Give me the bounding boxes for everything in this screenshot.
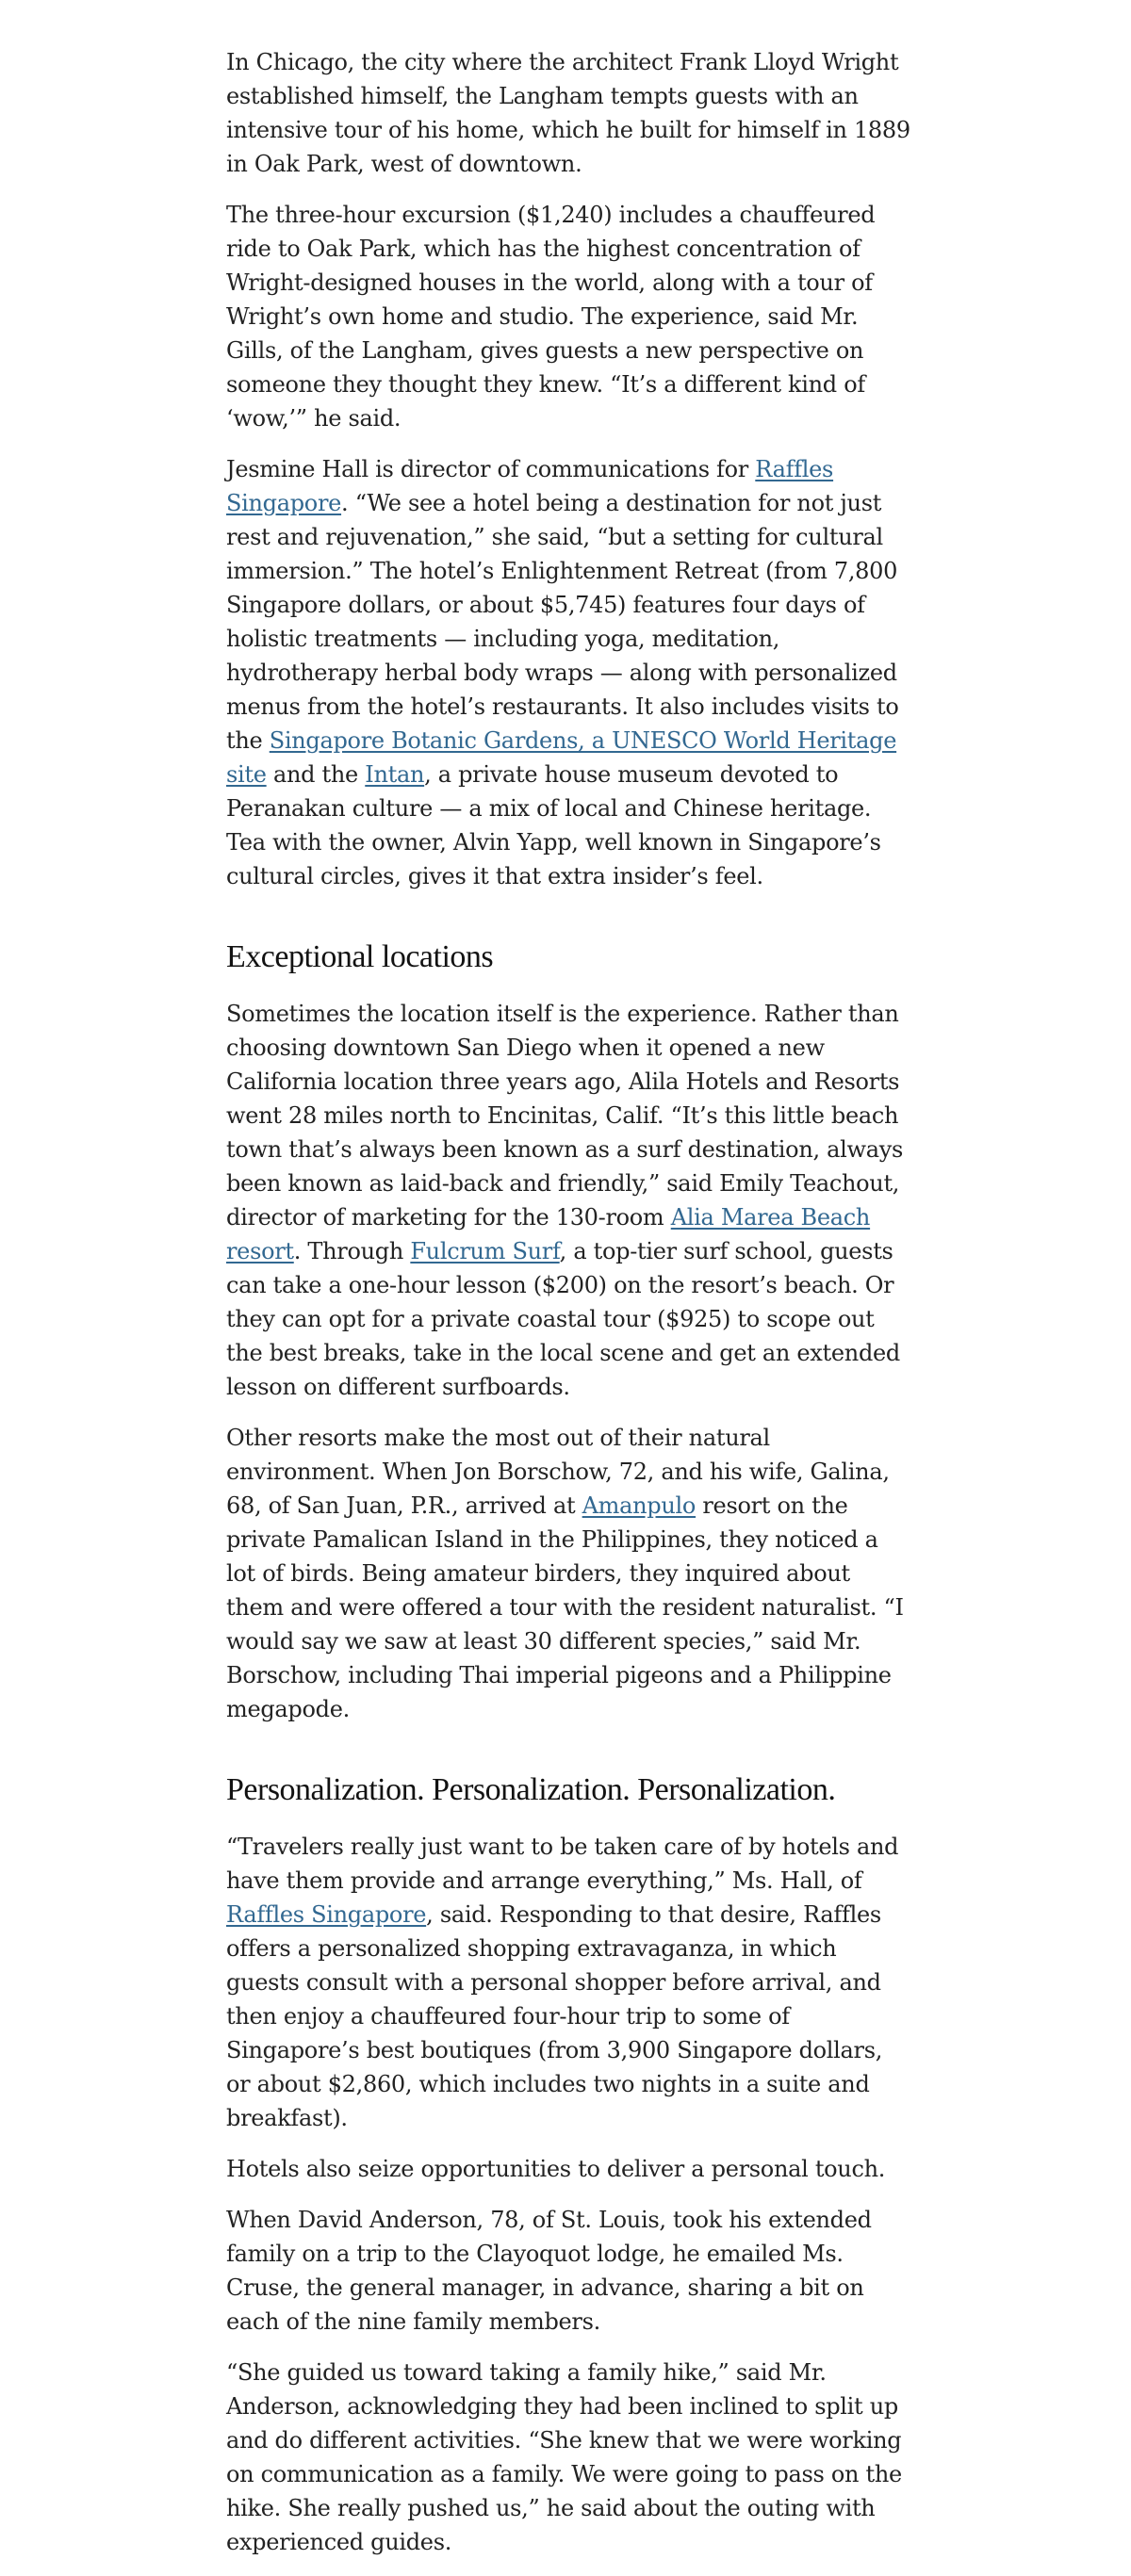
paragraph-amanpulo-birding xyxy=(226,1421,912,1726)
paragraph-oak-park-excursion: The three-hour excursion ($1,240) includes a chauffeured ride to Oak Park, which has the highest concentration of Wright-designed houses in the world, along with a tour of Wright’s own home and studio. The experience, said Mr. Gills, of the Langham, gives guests a new perspective on someone they thought they knew. “It’s a different kind of ‘wow,’” he said. xyxy=(226,202,876,432)
text-segment: . “We see a hotel being a destination for not just rest and rejuvenation,” she said, “but a setting for cultural immersion.” The hotel’s Enlightenment Retreat (from 7,800 Singapore dollars, or about $5,745) features four days of holistic treatments — including yoga, meditation, hydrotherapy herbal body wraps — along with personalized menus from the hotel’s restaurants. It also includes visits to the xyxy=(226,490,899,754)
text-segment: “Travelers really just want to be taken care of by hotels and have them provide and arrange everything,” Ms. Hall, of xyxy=(226,1834,899,1894)
paragraph-anderson-clayoquot: When David Anderson, 78, of St. Louis, took his extended family on a trip to the Clayoquot lodge, he emailed Ms. Cruse, the general manager, in advance, sharing a bit on each of the nine family members. xyxy=(226,2207,872,2335)
paragraph-personal-touch: Hotels also seize opportunities to deliver a personal touch. xyxy=(226,2156,886,2182)
text-segment: Sometimes the location itself is the experience. Rather than choosing downtown San Diego when it opened a new California location three years ago, Alila Hotels and Resorts went 28 miles north to Encinitas, Calif. “It’s this little beach town that’s always been known as a surf destination, always been known as laid-back and friendly,” said Emily Teachout, director of marketing for the 130-room xyxy=(226,1001,904,1231)
paragraph-alila-encinitas xyxy=(226,997,912,1404)
link-fulcrum-surf[interactable]: Fulcrum Surf xyxy=(410,1238,560,1264)
text-segment: resort on the private Pamalican Island in the Philippines, they noticed a lot of birds. Being amateur birders, they inquired about them and were offered a tour with the resident naturalist. “I would say we saw at least 30 different species,” said Mr. Borschow, including Thai imperial pigeons and a Philippine megapode. xyxy=(226,1492,904,1722)
subheading-personalization: Personalization. Personalization. Personalization. xyxy=(226,1772,836,1807)
text-segment: Jesmine Hall is director of communications for xyxy=(226,456,756,482)
link-alia-marea-beach-resort[interactable]: Alia Marea Beach resort xyxy=(226,1204,871,1264)
link-raffles-singapore-2[interactable]: Raffles Singapore xyxy=(226,1901,427,1928)
text-segment: and the xyxy=(266,761,366,788)
link-raffles-singapore[interactable]: Raffles Singapore xyxy=(226,456,834,516)
paragraph-raffles-enlightenment xyxy=(226,452,912,893)
text-segment: . Through xyxy=(293,1238,411,1264)
paragraph-raffles-shopping xyxy=(226,1830,912,2135)
link-intan[interactable]: Intan xyxy=(365,761,425,788)
paragraph-chicago-langham: In Chicago, the city where the architect Frank Lloyd Wright established himself, the Langham tempts guests with an intensive tour of his home, which he built for himself in 1889 in Oak Park, west of downtown. xyxy=(226,49,910,177)
paragraph-family-hike: “She guided us toward taking a family hike,” said Mr. Anderson, acknowledging they had been inclined to split up and do different activities. “She knew that we were working on communication as a family. We were going to pass on the hike. She really pushed us,” he said about the outing with experienced guides. xyxy=(226,2359,902,2555)
text-segment: , said. Responding to that desire, Raffles offers a personalized shopping extravaganza, in which guests consult with a personal shopper before arrival, and then enjoy a chauffeured four-hour trip to some of Singapore’s best boutiques (from 3,900 Singapore dollars, or about $2,860, which includes two nights in a suite and breakfast). xyxy=(226,1901,883,2131)
text-segment: , a private house museum devoted to Peranakan culture — a mix of local and Chinese heritage. Tea with the owner, Alvin Yapp, well known in Singapore’s cultural circles, gives it that extra insider’s feel. xyxy=(226,761,881,889)
article-body xyxy=(226,45,912,2576)
subheading-exceptional-locations: Exceptional locations xyxy=(226,939,494,974)
link-amanpulo[interactable]: Amanpulo xyxy=(582,1492,697,1519)
link-singapore-botanic-gardens[interactable]: Singapore Botanic Gardens, a UNESCO World Heritage site xyxy=(226,727,897,788)
text-segment: , a top-tier surf school, guests can take a one-hour lesson ($200) on the resort’s beach. Or they can opt for a private coastal tour ($925) to scope out the best breaks, take in the local scene and get an extended lesson on different surfboards. xyxy=(226,1238,900,1400)
text-segment: Other resorts make the most out of their natural environment. When Jon Borschow, 72, and his wife, Galina, 68, of San Juan, P.R., arrived at xyxy=(226,1425,890,1519)
